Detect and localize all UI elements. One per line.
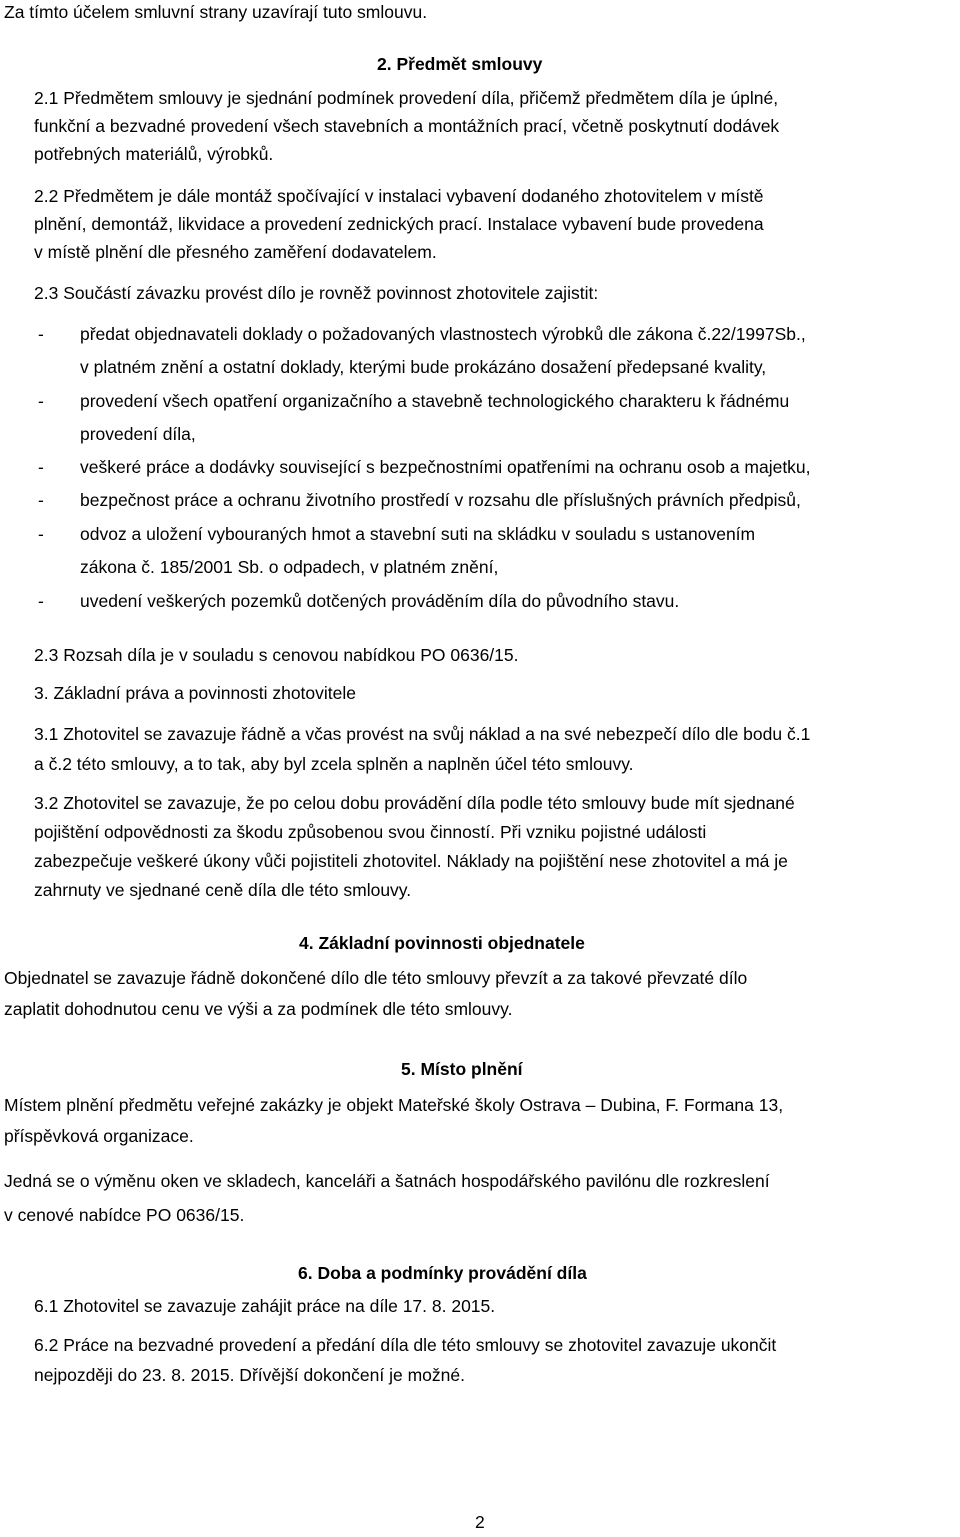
list-item-1-line-2: v platném znění a ostatní doklady, kterými bude prokázáno dosažení předepsané kvality, bbox=[80, 357, 767, 377]
list-bullet: - bbox=[38, 490, 44, 510]
list-bullet: - bbox=[38, 391, 44, 411]
page-number: 2 bbox=[475, 1512, 485, 1532]
para-3-1-line-2: a č.2 této smlouvy, a to tak, aby byl zcela splněn a naplněn účel této smlouvy. bbox=[34, 754, 634, 774]
list-bullet: - bbox=[38, 591, 44, 611]
para-3-2-line-3: zabezpečuje veškeré úkony vůči pojistiteli zhotovitel. Náklady na pojištění nese zhotovitel a má je bbox=[34, 851, 788, 871]
list-item-2-line-2: provedení díla, bbox=[80, 424, 196, 444]
list-bullet: - bbox=[38, 457, 44, 477]
section-6-heading: 6. Doba a podmínky provádění díla bbox=[298, 1263, 587, 1283]
list-item-6: uvedení veškerých pozemků dotčených prováděním díla do původního stavu. bbox=[80, 591, 680, 611]
list-bullet: - bbox=[38, 324, 44, 344]
list-item-3: veškeré práce a dodávky související s bezpečnostními opatřeními na ochranu osob a majetku, bbox=[80, 457, 811, 477]
para-5-1-line-1: Místem plnění předmětu veřejné zakázky je objekt Mateřské školy Ostrava – Dubina, F. Formana 13, bbox=[4, 1095, 784, 1115]
para-2-1-line-2: funkční a bezvadné provedení všech stavebních a montážních prací, včetně poskytnutí dodávek bbox=[34, 116, 780, 136]
para-6-2-line-2: nejpozději do 23. 8. 2015. Dřívější dokončení je možné. bbox=[34, 1365, 465, 1385]
para-4-line-1: Objednatel se zavazuje řádně dokončené dílo dle této smlouvy převzít a za takové převzaté dílo bbox=[4, 968, 748, 988]
para-3-2-line-2: pojištění odpovědnosti za škodu způsobenou svou činností. Při vzniku pojistné události bbox=[34, 822, 707, 842]
para-2-3-scope: 2.3 Rozsah díla je v souladu s cenovou nabídkou PO 0636/15. bbox=[34, 645, 519, 665]
para-3-1-line-1: 3.1 Zhotovitel se zavazuje řádně a včas provést na svůj náklad a na své nebezpečí dílo dle bodu č.1 bbox=[34, 724, 811, 744]
para-2-1-line-3: potřebných materiálů, výrobků. bbox=[34, 144, 274, 164]
para-2-3: 2.3 Součástí závazku provést dílo je rovněž povinnost zhotovitele zajistit: bbox=[34, 283, 599, 303]
para-2-1-line-1: 2.1 Předmětem smlouvy je sjednání podmínek provedení díla, přičemž předmětem díla je úplné, bbox=[34, 88, 779, 108]
list-item-1-line-1: předat objednavateli doklady o požadovaných vlastnostech výrobků dle zákona č.22/1997Sb., bbox=[80, 324, 806, 344]
intro-text: Za tímto účelem smluvní strany uzavírají tuto smlouvu. bbox=[4, 2, 428, 22]
list-item-2-line-1: provedení všech opatření organizačního a stavebně technologického charakteru k řádnému bbox=[80, 391, 790, 411]
para-4-line-2: zaplatit dohodnutou cenu ve výši a za podmínek dle této smlouvy. bbox=[4, 999, 513, 1019]
para-3-2-line-4: zahrnuty ve sjednané ceně díla dle této smlouvy. bbox=[34, 880, 412, 900]
para-2-2-line-2: plnění, demontáž, likvidace a provedení zednických prací. Instalace vybavení bude provedena bbox=[34, 214, 764, 234]
para-5-1-line-2: příspěvková organizace. bbox=[4, 1126, 194, 1146]
section-2-heading: 2. Předmět smlouvy bbox=[377, 54, 543, 74]
list-bullet: - bbox=[38, 524, 44, 544]
para-6-1: 6.1 Zhotovitel se zavazuje zahájit práce na díle 17. 8. 2015. bbox=[34, 1296, 496, 1316]
para-2-2-line-3: v místě plnění dle přesného zaměření dodavatelem. bbox=[34, 242, 437, 262]
list-item-5-line-2: zákona č. 185/2001 Sb. o odpadech, v platném znění, bbox=[80, 557, 499, 577]
para-6-2-line-1: 6.2 Práce na bezvadné provedení a předání díla dle této smlouvy se zhotovitel zavazuje ukončit bbox=[34, 1335, 777, 1355]
section-5-heading: 5. Místo plnění bbox=[401, 1059, 523, 1079]
section-4-heading: 4. Základní povinnosti objednatele bbox=[299, 933, 585, 953]
list-item-4: bezpečnost práce a ochranu životního prostředí v rozsahu dle příslušných právních předpisů, bbox=[80, 490, 801, 510]
para-5-2-line-2: v cenové nabídce PO 0636/15. bbox=[4, 1205, 245, 1225]
para-3-2-line-1: 3.2 Zhotovitel se zavazuje, že po celou dobu provádění díla podle této smlouvy bude mít sjednané bbox=[34, 793, 795, 813]
section-3-heading: 3. Základní práva a povinnosti zhotovitele bbox=[34, 683, 356, 703]
list-item-5-line-1: odvoz a uložení vybouraných hmot a stavební suti na skládku v souladu s ustanovením bbox=[80, 524, 756, 544]
para-2-2-line-1: 2.2 Předmětem je dále montáž spočívající v instalaci vybavení dodaného zhotovitelem v místě bbox=[34, 186, 764, 206]
para-5-2-line-1: Jedná se o výměnu oken ve skladech, kanceláři a šatnách hospodářského pavilónu dle rozkreslení bbox=[4, 1171, 770, 1191]
